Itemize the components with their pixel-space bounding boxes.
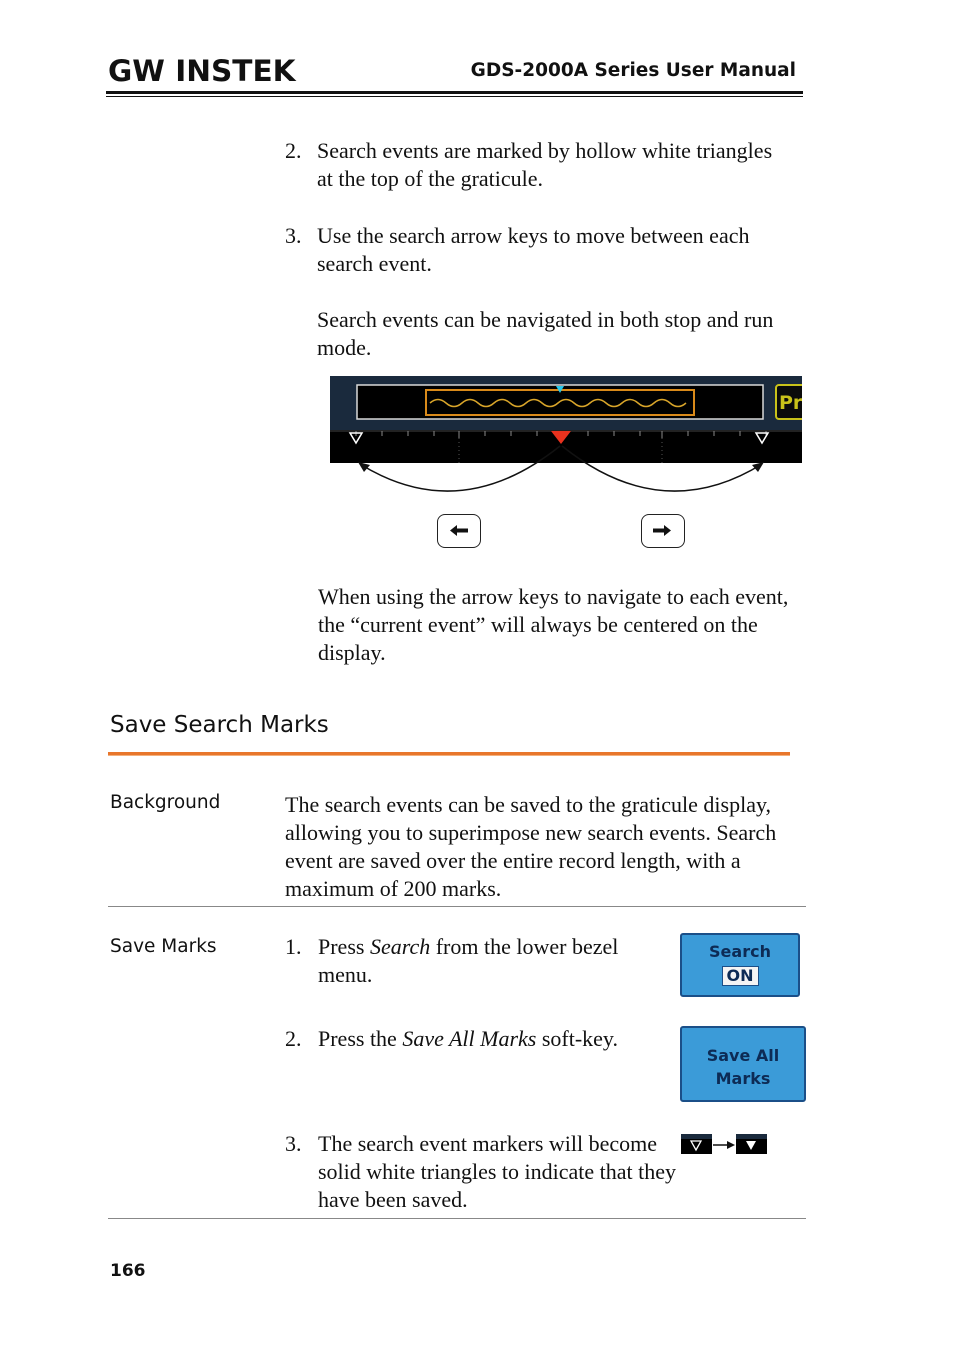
step-number: 1.: [285, 934, 302, 959]
step-text: Search events are marked by hollow white triangles at the top of the graticule.: [317, 138, 773, 191]
transition-arrow-icon: [727, 1141, 735, 1149]
save-all-marks-softkey[interactable]: [680, 1026, 806, 1102]
arrow-left-icon: [438, 515, 479, 546]
step-text: Press the Save All Marks soft-key.: [318, 1026, 619, 1051]
row-divider: [108, 906, 806, 907]
step-2-search-marks: [285, 137, 795, 193]
arrowhead-right: [752, 462, 764, 472]
search-on-softkey[interactable]: [680, 933, 800, 997]
corner-label: Pr: [779, 392, 802, 414]
on-badge: ON: [722, 966, 759, 986]
step-3-arrow-keys: [285, 222, 795, 278]
section-title-rule: [108, 752, 790, 755]
arrowhead-left: [358, 462, 370, 472]
left-arrow-key[interactable]: [437, 514, 481, 548]
header-rule-thin: [106, 96, 803, 97]
graticule-diagram: [330, 376, 802, 556]
step-text: Use the search arrow keys to move between each search event.: [317, 223, 750, 276]
row-divider-bottom: [108, 1218, 806, 1219]
arrow-right-icon: [642, 515, 683, 546]
right-arrow-key[interactable]: [641, 514, 685, 548]
softkey-label-line1: Save All: [706, 1046, 780, 1065]
step-text: Press Search from the lower bezel menu.: [318, 934, 619, 987]
note-navigate: Search events can be navigated in both stop and run mode.: [317, 307, 774, 360]
section-title: Save Search Marks: [110, 712, 329, 738]
step-number: 3.: [285, 223, 302, 248]
softkey-label-line2: Marks: [715, 1069, 771, 1088]
step-number: 2.: [285, 138, 302, 163]
step-text: The search event markers will become solid white triangles to indicate that they have been saved.: [318, 1131, 677, 1212]
header-rule: [106, 91, 803, 94]
manual-title: GDS-2000A Series User Manual: [470, 60, 796, 81]
row-label-background: Background: [110, 792, 221, 813]
row-label-save-marks: Save Marks: [110, 936, 217, 957]
save-step-1: [285, 933, 665, 989]
background-text: The search events can be saved to the graticule display, allowing you to superimpose new search events. Search event are saved over the entire record length, with a maximum of 200 marks.: [285, 792, 777, 901]
note-current-event-centered: When using the arrow keys to navigate to each event, the “current event” will always be centered on the display.: [318, 584, 789, 665]
step-number: 2.: [285, 1026, 302, 1051]
marker-transition-icon: [681, 1134, 767, 1156]
save-all-marks-key-name: Save All Marks: [402, 1026, 537, 1051]
search-key-name: Search: [369, 934, 431, 959]
search-navigation-figure: [330, 376, 802, 556]
gw-instek-logo: GW INSTEK: [108, 54, 296, 88]
softkey-label: Search: [709, 942, 771, 961]
save-step-2: [285, 1025, 665, 1053]
save-step-3: [285, 1130, 680, 1214]
step-number: 3.: [285, 1131, 302, 1156]
page-number: 166: [110, 1261, 146, 1281]
